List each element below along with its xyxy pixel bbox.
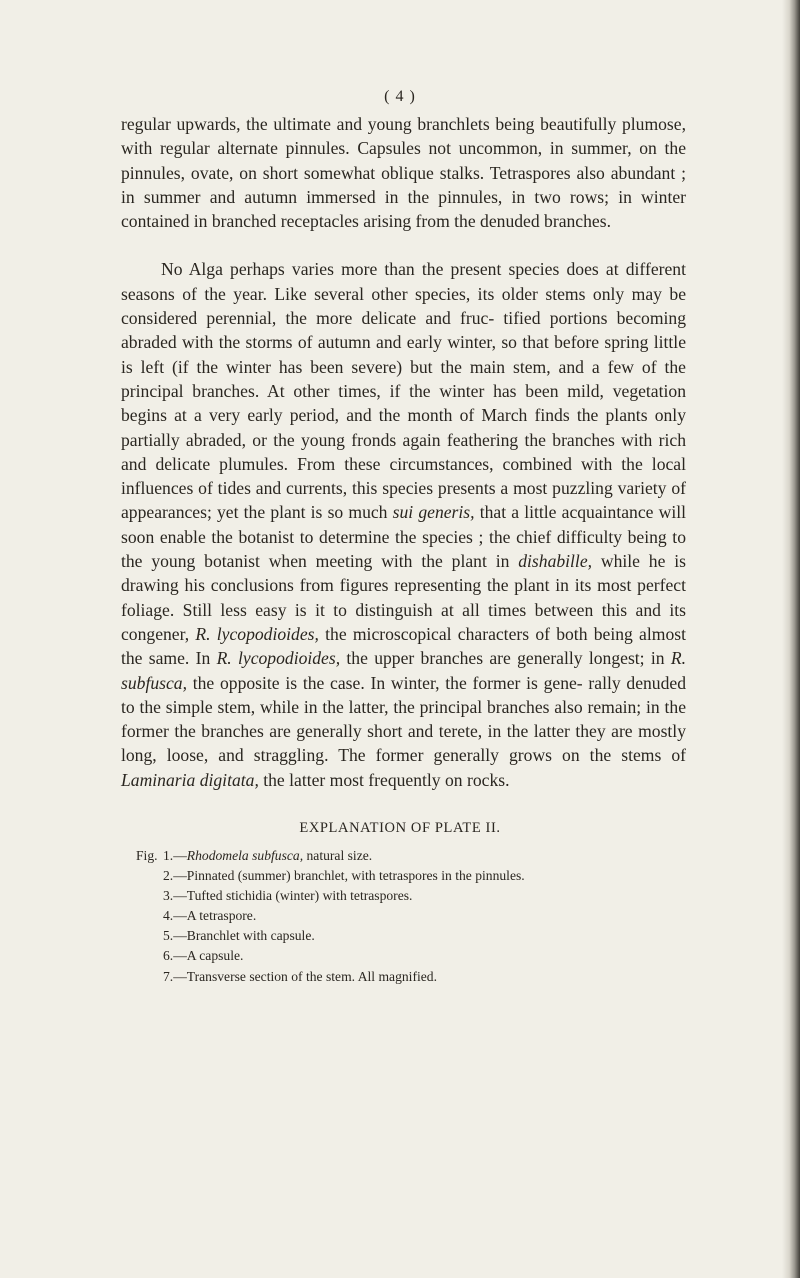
- figure-caption: 4.—A tetraspore.: [163, 908, 257, 924]
- paragraph-2-text: the opposite is the case. In winter, the former is gene- rally denuded to the simple stem, while in the latter, the principal branches also remain; in the former the branches are generally short and terete, in the latter they are mostly long, loose, and straggling. The former generally grows on the stems of: [121, 672, 686, 766]
- plate-explanation-heading: EXPLANATION OF PLATE II.: [299, 820, 501, 836]
- figure-item: [136, 866, 696, 886]
- italic-species-name: R. subfusca,: [121, 648, 686, 693]
- figure-caption: 2.—Pinnated (summer) branchlet, with tetraspores in the pinnules.: [163, 868, 525, 884]
- page-number: ( 4 ): [384, 88, 416, 105]
- figure-caption: 5.—Branchlet with capsule.: [163, 928, 315, 944]
- figure-number: 1.—: [163, 848, 187, 863]
- italic-species-name: R. lycopodioides,: [195, 623, 319, 644]
- paragraph-2-text: while he is drawing his conclusions from figures representing the plant in its most perfect foliage. Still less easy is it to distinguish at all times between this and its congener,: [121, 551, 686, 644]
- italic-species-name: R. lycopodioides,: [216, 648, 341, 669]
- figure-item: [136, 926, 696, 946]
- body-text: [121, 112, 686, 792]
- paragraph-1: regular upwards, the ultimate and young branchlets being beautifully plumose, with regular alternate pinnules. Capsules not uncommon, in summer, on the pinnules, ovate, on short somewhat oblique stalks. Tetraspores also abundant ; in summer and autumn immersed in the pinnules, in two rows; in winter contained in branched receptacles arising from the denuded branches.: [121, 114, 686, 232]
- figure-species-name: Rhodomela subfusca,: [186, 848, 304, 863]
- italic-dishabille: dishabille,: [518, 551, 593, 572]
- paragraph-2-text: No Alga perhaps varies more than the present species does at different seasons of the year. Like several other species, its older stems only may be considered perennial, the more delicate and fruc- tified portions becoming abraded with the storms of autumn and early winter, so that before spring little is left (if the winter has been severe) but the main stem, and a few of the principal branches. At other times, if the winter has been mild, vegetation begins at a very early period, and the month of March finds the plants only partially abraded, or the young fronds again feathering the branches with rich and delicate plumules. From these circumstances, combined with the local influences of tides and currents, this species presents a most puzzling variety of appearances; yet the plant is so much: [121, 259, 686, 523]
- figure-item: [136, 886, 696, 906]
- figure-caption: 7.—Transverse section of the stem. All magnified.: [163, 968, 437, 984]
- fig-prefix: Fig.: [136, 848, 158, 863]
- figure-item: [136, 846, 696, 866]
- paragraph-2-text: the latter most frequently on rocks.: [258, 769, 510, 790]
- paragraph-2-text: that a little acquaintance will soon enable the botanist to determine the species ; the chief difficulty being to the young botanist when meeting with the plant in: [121, 502, 686, 572]
- page-edge-shadow: [782, 0, 800, 1278]
- figure-item: [136, 967, 696, 987]
- figure-item: [136, 946, 696, 966]
- paragraph-2-text: the microscopical characters of both being almost the same. In: [121, 623, 686, 669]
- italic-species-name: Laminaria digitata,: [121, 769, 259, 790]
- figure-caption: 6.—A capsule.: [163, 948, 244, 964]
- paragraph-2-text: the upper branches are generally longest; in: [340, 648, 671, 669]
- paragraph-2: [121, 257, 686, 792]
- figure-item: [136, 906, 696, 926]
- italic-sui-generis: sui generis,: [392, 502, 475, 523]
- figure-list: [136, 846, 696, 987]
- figure-caption: natural size.: [303, 848, 373, 863]
- figure-caption: 3.—Tufted stichidia (winter) with tetraspores.: [163, 888, 413, 904]
